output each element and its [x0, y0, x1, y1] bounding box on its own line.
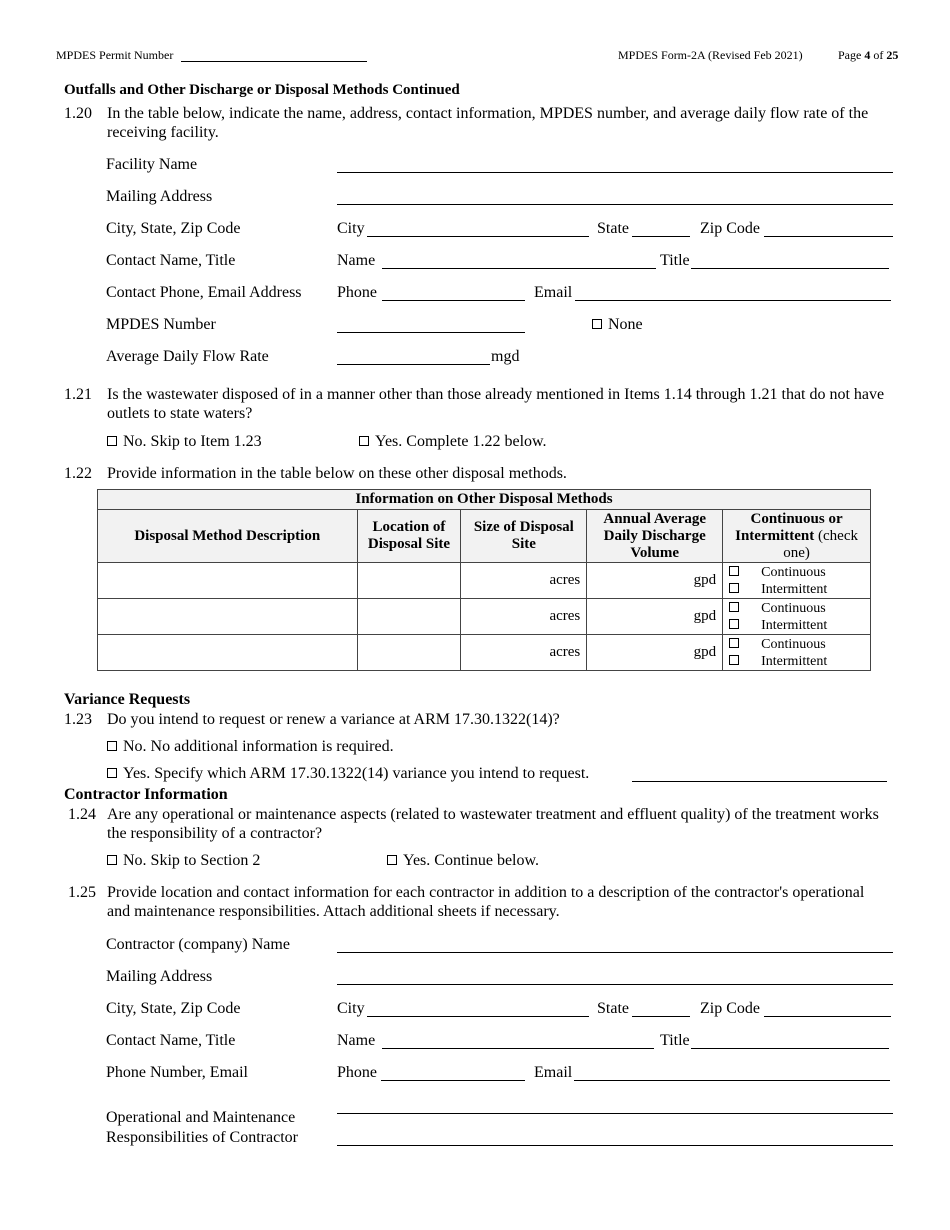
size-cell[interactable]	[461, 563, 587, 599]
q124-yes-checkbox[interactable]	[387, 855, 397, 865]
q124-yes-option[interactable]	[387, 851, 539, 870]
continuous-checkbox[interactable]	[729, 638, 739, 648]
continuous-checkbox[interactable]	[729, 566, 739, 576]
none-label: None	[608, 316, 643, 333]
size-cell[interactable]	[461, 599, 587, 635]
contractor-name-label: Contractor (company) Name	[106, 936, 290, 953]
contact-phone-email-label: Contact Phone, Email Address	[106, 284, 302, 301]
size-cell[interactable]	[461, 635, 587, 671]
name-label: Name	[337, 252, 376, 269]
om-label-line2: Responsibilities of Contractor	[106, 1129, 298, 1146]
q121-no-label: No. Skip to Item 1.23	[123, 433, 262, 450]
intermittent-option[interactable]	[729, 653, 864, 670]
gpd-unit: gpd	[693, 572, 717, 588]
table-row	[98, 635, 871, 671]
intermittent-option[interactable]	[729, 581, 864, 598]
q124-no-option[interactable]	[107, 851, 260, 870]
page-indicator	[838, 48, 898, 63]
avg-flow-field[interactable]	[337, 364, 490, 365]
intermittent-checkbox[interactable]	[729, 655, 739, 665]
contractor-phone-email-label: Phone Number, Email	[106, 1064, 248, 1081]
contractor-contact-name-field[interactable]	[382, 1048, 654, 1049]
q121-text: Is the wastewater disposed of in a manner other than those already mentioned in Items 1.14 through 1.21 that do not have outlets to state waters?	[107, 386, 885, 422]
facility-name-label: Facility Name	[106, 156, 198, 173]
acres-unit: acres	[549, 572, 581, 588]
q120-text: In the table below, indicate the name, address, contact information, MPDES number, and average daily flow rate of the receiving facility.	[107, 105, 869, 141]
continuous-option[interactable]	[729, 600, 864, 617]
title-label: Title	[660, 252, 690, 269]
contractor-city-state-zip-label: City, State, Zip Code	[106, 1000, 241, 1017]
om-responsibilities-field-2[interactable]	[337, 1145, 893, 1146]
gpd-unit: gpd	[693, 644, 717, 660]
facility-name-field[interactable]	[337, 172, 893, 173]
none-checkbox[interactable]	[592, 319, 602, 329]
continuous-option[interactable]	[729, 564, 864, 581]
mpdes-number-field[interactable]	[337, 332, 525, 333]
acres-unit: acres	[549, 608, 581, 624]
page-word: Page	[838, 48, 862, 62]
q124-no-checkbox[interactable]	[107, 855, 117, 865]
contractor-email-field[interactable]	[574, 1080, 890, 1081]
disposal-methods-table	[97, 489, 871, 671]
location-cell[interactable]	[357, 563, 461, 599]
continuous-label: Continuous	[761, 564, 826, 580]
q121-yes-label: Yes. Complete 1.22 below.	[375, 433, 547, 450]
email-label: Email	[534, 284, 573, 301]
q121-yes-checkbox[interactable]	[359, 436, 369, 446]
q121-no-option[interactable]	[107, 432, 262, 451]
q123-text: Do you intend to request or renew a variance at ARM 17.30.1322(14)?	[107, 711, 560, 728]
q123-yes-option[interactable]	[107, 764, 589, 783]
description-cell[interactable]	[98, 599, 358, 635]
continuous-label: Continuous	[761, 636, 826, 652]
contractor-name-sublabel: Name	[337, 1032, 376, 1049]
contractor-state-label: State	[597, 1000, 629, 1017]
q122-text: Provide information in the table below on these other disposal methods.	[107, 465, 567, 482]
continuous-label: Continuous	[761, 600, 826, 616]
volume-cell[interactable]	[587, 635, 723, 671]
section-heading-variance: Variance Requests	[64, 691, 191, 708]
contractor-name-field[interactable]	[337, 952, 893, 953]
table-row	[98, 563, 871, 599]
cont-int-cell	[723, 599, 871, 635]
col-volume: Annual Average Daily Discharge Volume	[587, 510, 723, 563]
q124-no-label: No. Skip to Section 2	[123, 852, 261, 869]
q123-no-checkbox[interactable]	[107, 741, 117, 751]
intermittent-label: Intermittent	[761, 653, 828, 669]
cont-int-cell	[723, 563, 871, 599]
intermittent-option[interactable]	[729, 617, 864, 634]
permit-number-label: MPDES Permit Number	[56, 48, 174, 62]
continuous-option[interactable]	[729, 636, 864, 653]
q124-text: Are any operational or maintenance aspects (related to wastewater treatment and effluent quality) of the treatment works the responsibility of a contractor?	[107, 806, 879, 842]
description-cell[interactable]	[98, 635, 358, 671]
mailing-address-label: Mailing Address	[106, 188, 213, 205]
location-cell[interactable]	[357, 635, 461, 671]
variance-specify-field[interactable]	[632, 781, 887, 782]
city-label: City	[337, 220, 365, 237]
q120-number: 1.20	[64, 105, 92, 122]
contractor-zip-label: Zip Code	[700, 1000, 760, 1017]
om-label-line1: Operational and Maintenance	[106, 1109, 296, 1126]
acres-unit: acres	[549, 644, 581, 660]
col-size: Size of Disposal Site	[461, 510, 587, 563]
state-label: State	[597, 220, 629, 237]
intermittent-label: Intermittent	[761, 581, 828, 597]
phone-field[interactable]	[382, 300, 525, 301]
contractor-phone-label: Phone	[337, 1064, 377, 1081]
col-location: Location of Disposal Site	[357, 510, 461, 563]
q123-number: 1.23	[64, 711, 92, 728]
permit-number-field[interactable]	[181, 61, 367, 62]
contractor-title-label: Title	[660, 1032, 690, 1049]
q121-no-checkbox[interactable]	[107, 436, 117, 446]
none-option[interactable]	[592, 315, 643, 334]
state-field[interactable]	[632, 236, 690, 237]
contractor-mailing-field[interactable]	[337, 984, 893, 985]
contractor-contact-name-title-label: Contact Name, Title	[106, 1032, 236, 1049]
q121-yes-option[interactable]	[359, 432, 547, 451]
contractor-phone-field[interactable]	[381, 1080, 525, 1081]
mgd-unit: mgd	[491, 348, 520, 365]
gpd-unit: gpd	[693, 608, 717, 624]
q123-yes-label: Yes. Specify which ARM 17.30.1322(14) variance you intend to request.	[123, 765, 590, 782]
page-of: of	[873, 48, 884, 62]
volume-cell[interactable]	[587, 563, 723, 599]
city-field[interactable]	[367, 236, 589, 237]
section-heading-contractor: Contractor Information	[64, 786, 228, 803]
contractor-zip-field[interactable]	[764, 1016, 891, 1017]
contractor-state-field[interactable]	[632, 1016, 690, 1017]
mailing-address-field[interactable]	[337, 204, 893, 205]
contractor-email-label: Email	[534, 1064, 573, 1081]
om-responsibilities-field-1[interactable]	[337, 1113, 893, 1114]
q123-no-option[interactable]	[107, 737, 394, 756]
location-cell[interactable]	[357, 599, 461, 635]
contractor-city-label: City	[337, 1000, 365, 1017]
description-cell[interactable]	[98, 563, 358, 599]
page-current: 4	[864, 48, 871, 62]
cont-int-cell	[723, 635, 871, 671]
table-row	[98, 599, 871, 635]
q121-number: 1.21	[64, 386, 92, 403]
continuous-checkbox[interactable]	[729, 602, 739, 612]
contact-name-title-label: Contact Name, Title	[106, 252, 236, 269]
contractor-city-field[interactable]	[367, 1016, 589, 1017]
col-disposal-description: Disposal Method Description	[98, 510, 358, 563]
contact-name-field[interactable]	[382, 268, 656, 269]
section-heading-outfalls: Outfalls and Other Discharge or Disposal Methods Continued	[64, 82, 460, 98]
intermittent-checkbox[interactable]	[729, 619, 739, 629]
q125-number: 1.25	[68, 884, 96, 901]
q123-yes-checkbox[interactable]	[107, 768, 117, 778]
form-label: MPDES Form-2A (Revised Feb 2021)	[618, 48, 803, 62]
col-continuous-rest: (check one)	[783, 527, 858, 561]
intermittent-checkbox[interactable]	[729, 583, 739, 593]
zip-field[interactable]	[764, 236, 893, 237]
disposal-table-caption: Information on Other Disposal Methods	[98, 490, 871, 510]
contractor-title-field[interactable]	[691, 1048, 889, 1049]
q122-number: 1.22	[64, 465, 92, 482]
phone-label: Phone	[337, 284, 377, 301]
zip-label: Zip Code	[700, 220, 760, 237]
email-field[interactable]	[575, 300, 891, 301]
intermittent-label: Intermittent	[761, 617, 828, 633]
contact-title-field[interactable]	[691, 268, 889, 269]
q124-number: 1.24	[68, 806, 96, 823]
contractor-mailing-label: Mailing Address	[106, 968, 213, 985]
col-continuous-bold: Continuous or Intermittent	[735, 510, 843, 544]
mpdes-number-label: MPDES Number	[106, 316, 216, 333]
q124-yes-label: Yes. Continue below.	[403, 852, 540, 869]
q125-text: Provide location and contact information for each contractor in addition to a description of the contractor's operational and maintenance responsibilities. Attach additional sheets if necessary.	[107, 884, 865, 920]
city-state-zip-label: City, State, Zip Code	[106, 220, 241, 237]
page-total: 25	[886, 48, 899, 62]
q123-no-label: No. No additional information is required.	[123, 738, 394, 755]
avg-flow-label: Average Daily Flow Rate	[106, 348, 269, 365]
volume-cell[interactable]	[587, 599, 723, 635]
col-continuous-intermittent	[723, 510, 871, 563]
